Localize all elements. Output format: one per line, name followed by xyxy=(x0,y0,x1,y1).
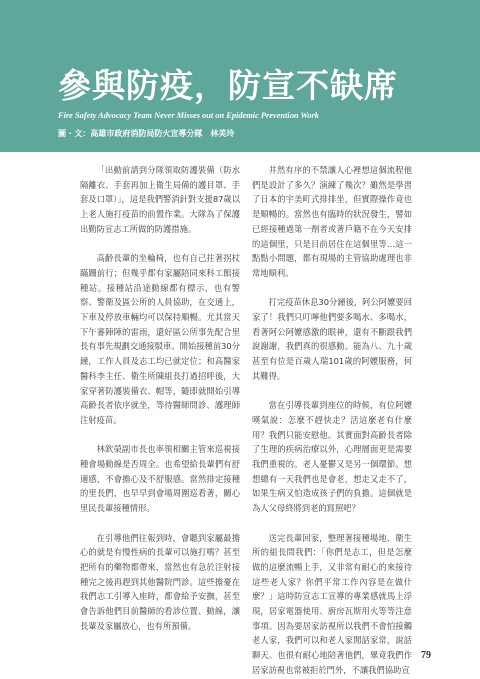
paragraph: 「出動前請到分隊領取防護裝備（防水隔離衣、手套再加上衛生局備的護目罩、手套及口罩）」，這是我們警消針對支援87歲以上老人施打疫苗的前置作業。大隊為了保護出勤防宣志工所做的防護措施。 xyxy=(80,165,240,234)
paragraph: 林欽榮副市長也率領相關主管來巡視接種會場動線是否周全。也希望給長輩們有舒適感，不會擔心及不舒服感。當然排定接種的里長們，也早早到會場周圍巡看著，關心里民長輩接種情形。 xyxy=(80,444,240,514)
paragraph: 當在引導長輩到座位的時候，有位阿嬤嘆氣說：怎麼不趕快走？活這麼老有什麼用？我們只能安慰他。其實面對高齡長者除了生理的疾病治療以外，心理層面更是需要我們重視的。老人憂鬱又是另一個環節。想想總有一天我們也是會老，想走又走不了，如果生病又怕造成孩子們的負擔。這個就是為人父母終將到老的寫照吧？ xyxy=(252,400,412,514)
paragraph: 高齡長輩的坐輪椅，也有自己拄著拐杖蹣跚前行；但幾乎都有家屬陪同來科工館接種站。接種站沿途動線都有標示，也有警察、警衛及區公所的人員協助，在交通上，下車及停放車輛均可以保持順暢。尤其當天下午審陣陣的雷雨，還好區公所事先配合里長有事先規劃交通接駁車。開始接種前30分鐘，工作人員及志工均已就定位；和高醫家醫科李主任、衛生所陳組長打過招呼後，大家穿著防護裝備衣、帽等，隨即就開始引導高齡長者依序就坐，等待醫師問診、護理師注射疫苗。 xyxy=(80,253,240,425)
paragraph: 送完長輩回家，整理著接種場地、衛生所的組長問我們：「你們是志工，但是怎麼做的這麼流暢上手，又非常有耐心的來接待這些老人家？你們平常工作內容是在做什麼？」這時防宣志工宣導的專業感就馬上浮現，居家電器使用、廚房瓦斯用火等等注意事項。因為要居家訪視所以我們不會怕接觸老人家，我們可以和老人家閒話家常，說話聊天。也很有耐心地陪著他們，畢竟我們作居家訪視也常被拒於門外，不讓我們協助宣 xyxy=(252,532,412,675)
paragraph: 在引導他們往報到時，會聽到家屬最擔心的就是有慢性病的長輩可以施打嗎？甚至把所有的藥物都帶來，當然也有急於注射接種完之後再趕到其他醫院門診。這些擔憂在我們志工引導入座時，都會給予安撫，甚至會告訴他們目前醫師的看診位置、動線，讓長輩及家屬放心，也有所預備。 xyxy=(80,532,240,631)
article-header xyxy=(0,0,480,152)
right-column xyxy=(252,163,412,678)
left-column xyxy=(80,163,240,633)
article-byline: 圖 ‧ 文：高雄市政府消防局防火宣導分隊 林美玲 xyxy=(58,129,235,138)
paragraph: 井然有序的不禁讓人心裡想這個流程他們是設計了多久？演練了幾次？雖然是學習了日本的宇美町式排排坐，但實際操作竟也是順暢的。當然也有臨時的狀況發生，譬如已經接種過第一劑者或著戶籍不在今天安排的這個里，只是目前居住在這個里等…這一點點小問題，都有現場的主管協助處理也非常地順利。 xyxy=(252,165,412,278)
article-title: 參與防疫，防宣不缺席 xyxy=(58,66,398,105)
paragraph: 打完疫苗休息30分鐘後，阿公阿嬤要回家了！我們只叮嚀他們要多喝水、多喝水，看著阿公阿嬤感激的眼神，還有不斷跟我們說謝謝，我們真的很感動。能為八、九十歲甚至有位是百歲人瑞101歲的阿嬤服務，何其難得。 xyxy=(252,297,412,381)
article-subtitle: Fire Safety Advocacy Team Never Misses out on Epidemic Prevention Work xyxy=(58,111,319,120)
page-number: 79 xyxy=(421,650,431,661)
